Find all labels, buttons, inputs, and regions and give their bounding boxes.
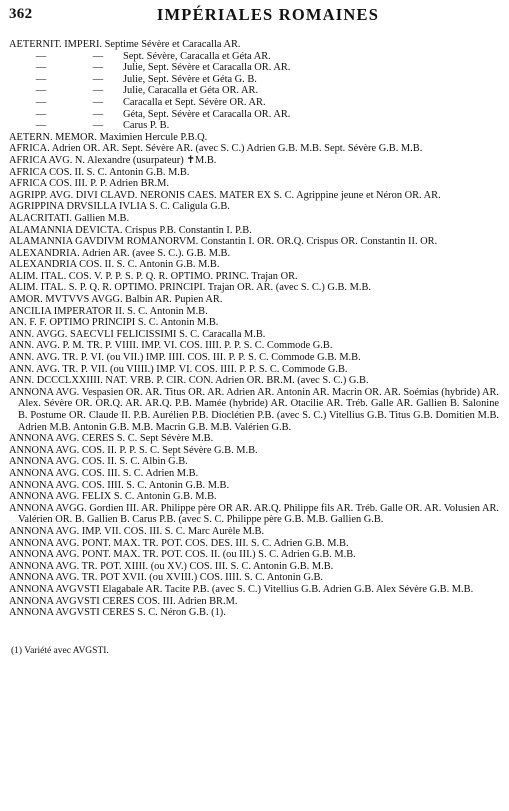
entry: AN. F. F. OPTIMO PRINCIPI S. C. Antonin M.B. [9, 317, 219, 329]
ditto-mark: — [35, 120, 47, 132]
entry-ditto [9, 85, 499, 97]
entry: ALACRITATI. Gallien M.B. [9, 212, 130, 224]
ditto-mark: — [35, 50, 47, 62]
entry: ANN. AVG. TR. P. VI. (ou VII.) IMP. IIII. COS. III. P. P. S. C. Commode G.B. M.B. [9, 352, 361, 364]
page-number: 362 [9, 6, 33, 22]
entry: ANNONA AVGVSTI Elagabale AR. Tacite P.B. (avec S. C.) Vitellius G.B. Adrien G.B. Alex Sévère G.B. M.B. [9, 583, 474, 595]
entry-text: Carus P. B. [123, 120, 170, 132]
entry-text: Julie, Sept. Sévère et Caracalla OR. AR. [123, 62, 291, 74]
entry: AGRIPP. AVG. DIVI CLAVD. NERONIS CAES. MATER EX S. C. Agrippine jeune et Néron OR. AR. [9, 189, 441, 201]
entry: AFRICA. Adrien OR. AR. Sept. Sévère AR. (avec S. C.) Adrien G.B. M.B. Sept. Sévère G.B. M.B. [9, 143, 423, 155]
entry: ALEXANDRIA COS. II. S. C. Antonin G.B. M.B. [9, 259, 220, 271]
entry: ALIM. ITAL. COS. V. P. P. S. P. Q. R. OPTIMO. PRINC. Trajan OR. [9, 270, 298, 282]
entry-text: Caracalla et Sept. Sévère OR. AR. [123, 96, 266, 108]
entry: AMOR. MVTVVS AVGG. Balbin AR. Pupien AR. [9, 294, 223, 306]
entry: ALAMANNIA DEVICTA. Crispus P.B. Constantin I. P.B. [9, 224, 252, 236]
entry-ditto [9, 120, 499, 132]
entry: ANN. AVG. TR. P. VII. (ou VIIII.) IMP. VI. COS. IIII. P. P. S. C. Commode G.B. [9, 363, 348, 375]
entry: ANNONA AVG. COS. II. P. P. S. C. Sept Sévère G.B. M.B. [9, 444, 258, 456]
entry: ALAMANNIA GAVDIVM ROMANORVM. Constantin I. OR. OR.Q. Crispus OR. Constantin II. OR. [9, 236, 438, 248]
ditto-mark: — [92, 73, 104, 85]
entry: ALIM. ITAL. S. P. Q. R. OPTIMO. PRINCIPI. Trajan OR. AR. (avec S. C.) G.B. M.B. [9, 282, 371, 294]
entry: ANCILIA IMPERATOR II. S. C. Antonin M.B. [9, 305, 208, 317]
ditto-mark: — [35, 85, 47, 97]
entry-list [9, 39, 499, 619]
ditto-mark: — [92, 96, 104, 108]
ditto-mark: — [35, 73, 47, 85]
entry: AFRICA COS. III. P. P. Adrien BR.M. [9, 178, 169, 190]
ditto-mark: — [35, 62, 47, 74]
entry-ditto [9, 51, 499, 63]
entry: ANNONA AVG. TR. POT XVII. (ou XVIII.) COS. IIII. S. C. Antonin G.B. [9, 572, 324, 584]
entry: ANNONA AVG. TR. POT. XIIII. (ou XV.) COS. III. S. C. Antonin G.B. M.B. [9, 560, 334, 572]
entry: ANNONA AVGVSTI CERES S. C. Néron G.B. (1). [9, 607, 226, 619]
entry: AFRICA AVG. N. Alexandre (usurpateur) ✝M.B. [9, 154, 217, 166]
entry: ANN. AVGG. SAECVLI FELICISSIMI S. C. Caracalla M.B. [9, 328, 266, 340]
ditto-mark: — [35, 108, 47, 120]
entry: ANNONA AVG. COS. IIII. S. C. Antonin G.B. M.B. [9, 479, 230, 491]
entry: ANNONA AVG. Vespasien OR. AR. Titus OR. AR. Adrien AR. Antonin AR. Macrin OR. AR. Soémias (hybride) AR. Alex. Sévère OR. OR.Q. AR. AR.Q. P.B. Mamée (hybride) AR. Otacilie AR. Tréb. Galle AR. Gallien B. Salonine B. Postume OR. Claude II. P.B. Aurélien P.B. Dioclétien P.B. (avec S. C.) Vitellius G.B. Titus G.B. Domitien M.B. Adrien M.B. Antonin G.B. M.B. Macrin G.B. M.B. Valérien G.B. [9, 386, 499, 433]
entry: AETERNIT. IMPERI. Septime Sévère et Caracalla AR. [9, 39, 241, 50]
entry: ANNONA AVG. COS. III. S. C. Adrien M.B. [9, 467, 199, 479]
entry: ANN. AVG. P. M. TR. P. VIIII. IMP. VI. COS. IIII. P. P. S. C. Commode G.B. [9, 340, 333, 352]
entry-ditto [9, 74, 499, 86]
ditto-mark: — [35, 96, 47, 108]
entry-text: Julie, Sept. Sévère et Géta G. B. [123, 73, 257, 85]
ditto-mark: — [92, 85, 104, 97]
entry: ANNONA AVG. PONT. MAX. TR. POT. COS. II. (ou III.) S. C. Adrien G.B. M.B. [9, 549, 356, 561]
entry: ANNONA AVGVSTI CERES COS. III. Adrien BR.M. [9, 595, 238, 607]
entry: AFRICA COS. II. S. C. Antonin G.B. M.B. [9, 166, 190, 178]
ditto-mark: — [92, 50, 104, 62]
ditto-mark: — [92, 108, 104, 120]
entry-ditto [9, 62, 499, 74]
entry-text: Julie, Caracalla et Géta OR. AR. [123, 85, 259, 97]
entry: ANNONA AVG. PONT. MAX. TR. POT. COS. DES. III. S. C. Adrien G.B. M.B. [9, 537, 349, 549]
ditto-mark: — [92, 120, 104, 132]
entry: ALEXANDRIA. Adrien AR. (avee S. C.). G.B. M.B. [9, 247, 231, 259]
entry-text: Sept. Sévère, Caracalla et Géta AR. [123, 50, 271, 62]
footnote-divider [9, 639, 499, 640]
entry: AETERN. MEMOR. Maximien Hercule P.B.Q. [9, 131, 208, 143]
page-title: IMPÉRIALES ROMAINES [156, 5, 380, 24]
footnote: (1) Variété avec AVGSTI. [11, 645, 109, 656]
entry-ditto [9, 97, 499, 109]
entry: ANNONA AVG. FELIX S. C. Antonin G.B. M.B. [9, 491, 217, 503]
entry: ANNONA AVG. CERES S. C. Sept Sévère M.B. [9, 433, 214, 445]
entry: ANN. DCCCLXXIIII. NAT. VRB. P. CIR. CON. Adrien OR. BR.M. (avec S. C.) G.B. [9, 375, 369, 387]
ditto-mark: — [92, 62, 104, 74]
entry-ditto [9, 109, 499, 121]
entry: ANNONA AVGG. Gordien III. AR. Philippe père OR AR. AR.Q. Philippe fils AR. Tréb. Galle OR. AR. Volusien AR. Valérien OR. B. Gallien B. Carus P.B. (avec S. C. Philippe père G.B. M.B. Gallien G.B. [9, 502, 499, 526]
entry: ANNONA AVG. COS. II. S. C. Albin G.B. [9, 456, 188, 468]
entry: ANNONA AVG. IMP. VII. COS. III. S. C. Marc Aurèle M.B. [9, 525, 265, 537]
entry-text: Géta, Sept. Sévère et Caracalla OR. AR. [123, 108, 291, 120]
page-header [9, 4, 499, 28]
entry: AGRIPPINA DRVSILLA IVLIA S. C. Caligula G.B. [9, 201, 230, 213]
